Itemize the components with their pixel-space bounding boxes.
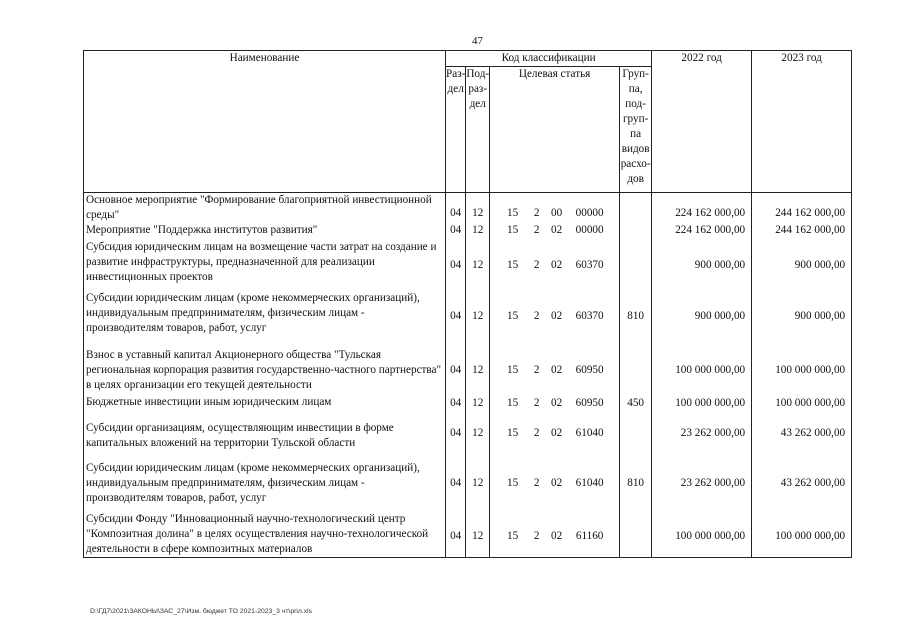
row-target-article [490, 451, 620, 506]
target-article-part: 2 [533, 259, 540, 271]
target-article-part: 15 [507, 224, 519, 236]
row-group: 810 [620, 285, 652, 336]
header-name: Наименование [84, 51, 446, 193]
header-year-2022: 2022 год [652, 51, 752, 193]
target-article-part: 15 [507, 207, 519, 219]
row-group [620, 413, 652, 451]
table-body [84, 193, 852, 558]
row-name: Основное мероприятие "Формирование благоприятной инвестиционной среды" [84, 193, 446, 224]
target-article-part: 60370 [575, 259, 604, 271]
row-name: Мероприятие "Поддержка институтов развития" [84, 223, 446, 240]
target-article-part: 15 [507, 364, 519, 376]
row-section: 04 [446, 240, 466, 285]
target-article-part: 02 [551, 397, 563, 409]
row-amount-2022: 23 262 000,00 [652, 413, 752, 451]
target-article-part: 15 [507, 427, 519, 439]
row-amount-2022: 100 000 000,00 [652, 336, 752, 393]
row-amount-2023: 100 000 000,00 [752, 393, 852, 413]
row-amount-2023: 100 000 000,00 [752, 506, 852, 558]
target-article-part: 15 [507, 259, 519, 271]
row-target-article [490, 240, 620, 285]
row-amount-2023: 43 262 000,00 [752, 413, 852, 451]
row-name: Субсидия юридическим лицам на возмещение части затрат на создание и развитие инфраструктуры, предназначенной для реализации инвестиционных проектов [84, 240, 446, 285]
row-amount-2022: 224 162 000,00 [652, 193, 752, 224]
row-amount-2023: 244 162 000,00 [752, 193, 852, 224]
row-subsection: 12 [466, 451, 490, 506]
header-year-2023: 2023 год [752, 51, 852, 193]
row-group [620, 336, 652, 393]
row-amount-2022: 100 000 000,00 [652, 506, 752, 558]
target-article-part: 61040 [575, 427, 604, 439]
budget-table [83, 50, 852, 558]
header-subsection: Под-раз-дел [466, 67, 490, 193]
table-row [84, 506, 852, 558]
row-amount-2023: 244 162 000,00 [752, 223, 852, 240]
target-article-part: 15 [507, 530, 519, 542]
row-target-article [490, 336, 620, 393]
target-article-part: 02 [551, 259, 563, 271]
row-section: 04 [446, 285, 466, 336]
target-article-part: 2 [533, 477, 540, 489]
target-article-part: 00 [551, 207, 563, 219]
row-name: Субсидии юридическим лицам (кроме некоммерческих организаций), индивидуальным предпринимателям, физическим лицам - производителям товаров, работ, услуг [84, 285, 446, 336]
row-group: 450 [620, 393, 652, 413]
row-target-article [490, 393, 620, 413]
row-target-article [490, 506, 620, 558]
row-subsection: 12 [466, 336, 490, 393]
row-section: 04 [446, 393, 466, 413]
target-article-part: 60370 [575, 310, 604, 322]
header-classification: Код классификации [446, 51, 652, 67]
row-amount-2022: 900 000,00 [652, 285, 752, 336]
row-amount-2022: 900 000,00 [652, 240, 752, 285]
target-article-part: 2 [533, 530, 540, 542]
target-article-part: 2 [533, 207, 540, 219]
target-article-part: 02 [551, 427, 563, 439]
target-article-part: 60950 [575, 397, 604, 409]
target-article-part: 2 [533, 310, 540, 322]
row-section: 04 [446, 223, 466, 240]
row-name: Субсидии организациям, осуществляющим инвестиции в форме капитальных вложений на территории Тульской области [84, 413, 446, 451]
row-section: 04 [446, 506, 466, 558]
row-group [620, 506, 652, 558]
target-article-part: 61040 [575, 477, 604, 489]
row-subsection: 12 [466, 413, 490, 451]
target-article-part: 2 [533, 397, 540, 409]
row-name: Субсидии Фонду "Инновационный научно-технологический центр "Композитная долина" в целях осуществления научно-технологической деятельности в сфере композитных материалов [84, 506, 446, 558]
target-article-part: 02 [551, 477, 563, 489]
target-article-part: 02 [551, 364, 563, 376]
table-row [84, 193, 852, 224]
row-section: 04 [446, 193, 466, 224]
row-amount-2023: 900 000,00 [752, 240, 852, 285]
row-section: 04 [446, 413, 466, 451]
file-path: D:\ГД7\2021\ЗАКОНЫ\ЗАС_27\Изм. бюджет ТО 2021-2023_3 чт\priл.xls [90, 608, 313, 615]
row-group [620, 223, 652, 240]
row-group [620, 193, 652, 224]
target-article-part: 02 [551, 310, 563, 322]
row-subsection: 12 [466, 240, 490, 285]
row-target-article [490, 223, 620, 240]
header-target-article: Целевая статья [490, 67, 620, 193]
row-name: Субсидии юридическим лицам (кроме некоммерческих организаций), индивидуальным предпринимателям, физическим лицам - производителям товаров, работ, услуг [84, 451, 446, 506]
row-target-article [490, 193, 620, 224]
table-row [84, 285, 852, 336]
table-row [84, 413, 852, 451]
row-subsection: 12 [466, 393, 490, 413]
table-row [84, 336, 852, 393]
row-amount-2023: 100 000 000,00 [752, 336, 852, 393]
target-article-part: 15 [507, 310, 519, 322]
row-subsection: 12 [466, 285, 490, 336]
target-article-part: 00000 [575, 224, 604, 236]
row-amount-2023: 900 000,00 [752, 285, 852, 336]
row-target-article [490, 285, 620, 336]
row-group: 810 [620, 451, 652, 506]
target-article-part: 15 [507, 397, 519, 409]
target-article-part: 2 [533, 224, 540, 236]
row-section: 04 [446, 451, 466, 506]
row-name: Взнос в уставный капитал Акционерного общества "Тульская региональная корпорация развития государственно-частного партнерства" в целях организации его текущей деятельности [84, 336, 446, 393]
row-amount-2023: 43 262 000,00 [752, 451, 852, 506]
target-article-part: 02 [551, 224, 563, 236]
target-article-part: 61160 [575, 530, 604, 542]
row-name: Бюджетные инвестиции иным юридическим лицам [84, 393, 446, 413]
row-group [620, 240, 652, 285]
row-subsection: 12 [466, 506, 490, 558]
header-section: Раз-дел [446, 67, 466, 193]
row-amount-2022: 224 162 000,00 [652, 223, 752, 240]
target-article-part: 60950 [575, 364, 604, 376]
header-group: Груп-па, под-груп-па видов расхо-дов [620, 67, 652, 193]
row-subsection: 12 [466, 223, 490, 240]
target-article-part: 2 [533, 427, 540, 439]
row-target-article [490, 413, 620, 451]
row-amount-2022: 23 262 000,00 [652, 451, 752, 506]
table-row [84, 223, 852, 240]
target-article-part: 00000 [575, 207, 604, 219]
page-number: 47 [472, 35, 483, 47]
table-row [84, 451, 852, 506]
table-row [84, 240, 852, 285]
row-amount-2022: 100 000 000,00 [652, 393, 752, 413]
row-subsection: 12 [466, 193, 490, 224]
target-article-part: 15 [507, 477, 519, 489]
target-article-part: 2 [533, 364, 540, 376]
target-article-part: 02 [551, 530, 563, 542]
row-section: 04 [446, 336, 466, 393]
table-row [84, 393, 852, 413]
